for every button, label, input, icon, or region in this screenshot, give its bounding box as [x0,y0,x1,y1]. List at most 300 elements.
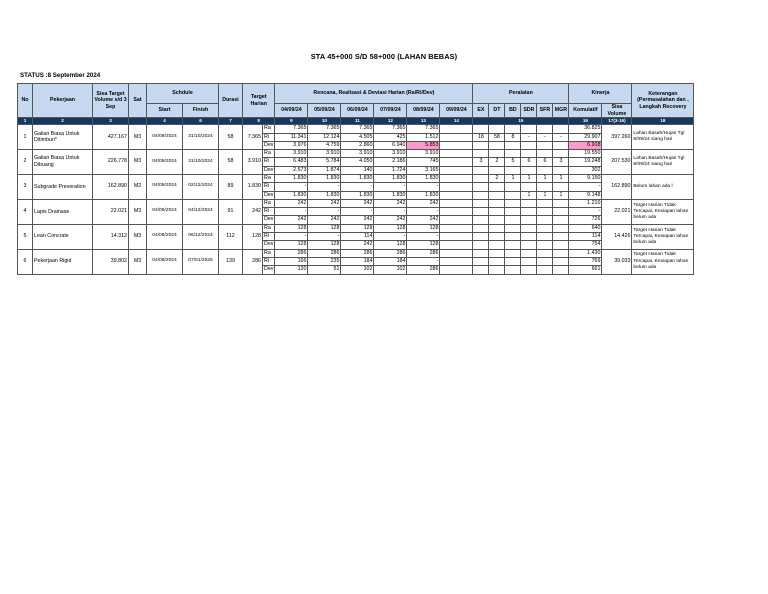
daily-value [440,216,473,224]
daily-value [440,266,473,274]
row-line-label: Ri [263,158,275,166]
equipment-count [505,208,521,216]
daily-value: - [275,183,308,191]
daily-value: 7.365 [341,125,374,133]
komulatif-value: 726 [569,216,602,224]
equipment-count [505,266,521,274]
header-sisa-target: Sisa Target Volume s/d 3 Sep [93,84,129,118]
col-number: 16 [569,118,602,125]
row-start: 04/09/2024 [147,224,183,249]
col-number: 3 [93,118,129,125]
row-durasi: 89 [219,175,243,200]
progress-table [17,83,694,275]
equipment-count [553,266,569,274]
equipment-count [489,191,505,199]
row-no: 2 [18,150,33,175]
daily-value: 1.830 [341,191,374,199]
table-row [18,150,694,158]
equipment-count [537,266,553,274]
equipment-count [473,208,489,216]
row-target-harian: 286 [243,249,263,274]
equipment-count [473,233,489,241]
equipment-count [505,224,521,232]
daily-value: 242 [275,199,308,207]
daily-value: 242 [341,199,374,207]
row-sisa-target: 22.021 [93,199,129,224]
daily-value: 7.365 [308,125,341,133]
row-sisa-target: 427.167 [93,125,129,150]
daily-value [440,224,473,232]
equipment-count [489,216,505,224]
equipment-count [553,257,569,265]
row-pekerjaan: Galian Biasa Untuk Dibuang [33,150,93,175]
header-date: 08/09/24 [407,104,440,118]
equipment-count [537,166,553,174]
daily-value: 1.830 [341,175,374,183]
header-durasi: Durasi [219,84,243,118]
equipment-count [521,166,537,174]
row-pekerjaan: Lapis Drainase [33,199,93,224]
daily-value: 286 [407,266,440,274]
equipment-count [521,233,537,241]
daily-value: 286 [407,249,440,257]
equipment-count: 5 [505,158,521,166]
equipment-count [537,208,553,216]
row-start: 04/09/2024 [147,199,183,224]
header-kinerja: Kinerja [569,84,632,104]
daily-value: 286 [275,249,308,257]
equipment-count [521,224,537,232]
daily-value: 242 [341,216,374,224]
daily-value: 128 [341,224,374,232]
row-line-label: Ra [263,199,275,207]
row-finish: 31/10/2024 [183,125,219,150]
row-start: 04/09/2024 [147,249,183,274]
equipment-count [537,233,553,241]
row-no: 1 [18,125,33,150]
header-rencana: Rencana, Realisasi & Deviasi Harian (Ra/Ri/Dev) [275,84,473,104]
col-number: 2 [33,118,93,125]
equipment-count [553,141,569,149]
equipment-count [489,257,505,265]
row-keterangan: Lahan Basah/Hujan Tgl 8/09/24 siang hari [632,150,694,175]
row-line-label: Ri [263,257,275,265]
daily-value [440,199,473,207]
equipment-count: 1 [537,175,553,183]
row-finish: 31/10/2024 [183,150,219,175]
komulatif-value: 36.825 [569,125,602,133]
daily-value: 425 [374,133,407,141]
row-line-label: Dev [264,241,274,248]
daily-value: - [407,233,440,241]
header-equipment: SDR [521,104,537,118]
daily-value: 1.874 [308,166,341,174]
daily-value: 51 [308,266,341,274]
row-line-label: Ra [263,125,275,133]
row-sat: M3 [129,199,147,224]
equipment-count [537,125,553,133]
daily-value: 3.910 [308,150,341,158]
row-sat: M2 [129,175,147,200]
header-no: No [18,84,33,118]
equipment-count [553,166,569,174]
equipment-count [489,208,505,216]
row-keterangan: Belum lahan ada l [632,175,694,200]
daily-value [440,249,473,257]
equipment-count: 3 [553,158,569,166]
row-line-label: Dev [264,266,274,273]
equipment-count [489,141,505,149]
daily-value: 286 [341,249,374,257]
row-line-label: Ra [263,224,275,232]
daily-value: - [374,208,407,216]
col-number: 8 [243,118,275,125]
equipment-count [537,249,553,257]
table-body [18,125,694,274]
komulatif-value: 114 [569,233,602,241]
col-number: 11 [341,118,374,125]
equipment-count [489,166,505,174]
equipment-count: 1 [521,175,537,183]
equipment-count [473,266,489,274]
equipment-count [489,125,505,133]
equipment-count [489,241,505,249]
daily-value: 286 [308,249,341,257]
daily-value: 1.830 [308,191,341,199]
equipment-count [489,233,505,241]
daily-value: - [374,183,407,191]
daily-value: 128 [308,241,341,249]
header-target-harian: Target Harian [243,84,275,118]
komulatif-value: 769 [569,257,602,265]
daily-value: 128 [308,224,341,232]
row-finish: 06/12/2024 [183,224,219,249]
daily-value: 1.830 [275,191,308,199]
header-equipment: DT [489,104,505,118]
daily-value [440,183,473,191]
equipment-count [505,216,521,224]
equipment-count [505,191,521,199]
equipment-count [505,183,521,191]
equipment-count: 1 [553,175,569,183]
equipment-count: 2 [489,158,505,166]
equipment-count [473,150,489,158]
daily-value: 128 [407,224,440,232]
header-date: 06/09/24 [341,104,374,118]
header-equipment: EX [473,104,489,118]
equipment-count [537,241,553,249]
row-keterangan: Target Harian Tidak Tercapai, Kesiapan lahan belum ada [632,249,694,274]
row-no: 5 [18,224,33,249]
col-number: 17(3-16) [602,118,632,125]
daily-value: 5.784 [308,158,341,166]
daily-value: 1.830 [407,191,440,199]
daily-value [440,241,473,249]
equipment-count [521,266,537,274]
row-line-label: Ra [263,150,275,158]
equipment-count: 1 [553,191,569,199]
row-start: 04/09/2024 [147,125,183,150]
row-pekerjaan: Galian Biasa Untuk Ditimbun* [33,125,93,150]
daily-value: 242 [308,216,341,224]
equipment-count [553,233,569,241]
equipment-count: 1 [537,191,553,199]
equipment-count [537,216,553,224]
col-number: 18 [632,118,694,125]
header-start: Start [147,104,183,118]
equipment-count [521,125,537,133]
daily-value: 7.365 [374,125,407,133]
equipment-count: - [553,133,569,141]
equipment-count [473,191,489,199]
daily-value: 128 [275,241,308,249]
daily-value: 286 [374,249,407,257]
daily-value: 11.341 [275,133,308,141]
equipment-count [489,266,505,274]
equipment-count [505,233,521,241]
daily-value: - [275,233,308,241]
equipment-count [537,150,553,158]
daily-value: 2.573 [275,166,308,174]
equipment-count [521,257,537,265]
daily-value: - [374,233,407,241]
row-durasi: 58 [219,150,243,175]
daily-value: 102 [374,266,407,274]
row-line-label: Ri [263,208,275,216]
equipment-count [489,249,505,257]
row-start: 04/09/2024 [147,175,183,200]
equipment-count [521,199,537,207]
row-sisa-target: 226.778 [93,150,129,175]
daily-value: 1.830 [308,175,341,183]
daily-value: - [275,208,308,216]
daily-value [440,150,473,158]
header-equipment: SFR [537,104,553,118]
row-pekerjaan: Lean Concrate [33,224,93,249]
row-sisa-target: 14.312 [93,224,129,249]
equipment-count [473,175,489,183]
col-number: 15 [473,118,569,125]
komulatif-value: 754 [569,241,602,249]
equipment-count [489,224,505,232]
equipment-count [553,241,569,249]
header-equipment: MGR [553,104,569,118]
daily-value: 114 [341,233,374,241]
daily-value: 3.910 [275,150,308,158]
equipment-count [473,199,489,207]
equipment-count [505,125,521,133]
table-row [18,175,694,183]
equipment-count [553,216,569,224]
header-finish: Finish [183,104,219,118]
row-target-harian: 1.830 [243,175,263,200]
equipment-count: 6 [537,158,553,166]
daily-value: 1.724 [374,166,407,174]
table-row [18,249,694,257]
daily-value: 7.365 [407,125,440,133]
header-date: 05/09/24 [308,104,341,118]
equipment-count [489,150,505,158]
equipment-count: - [521,133,537,141]
daily-value: 1.830 [374,175,407,183]
equipment-count: 18 [473,133,489,141]
komulatif-value: 640 [569,224,602,232]
row-start: 04/09/2024 [147,150,183,175]
equipment-count: 8 [505,133,521,141]
table-row [18,125,694,133]
header-date: 09/09/24 [440,104,473,118]
daily-value [440,141,473,149]
row-line-label: Ra [263,249,275,257]
daily-value: 140 [341,166,374,174]
row-target-harian: 128 [243,224,263,249]
row-keterangan: Target Harian Tidak Tercapai, Kesiapan lahan belum ada [632,224,694,249]
equipment-count [473,141,489,149]
daily-value [440,175,473,183]
equipment-count: - [537,133,553,141]
equipment-count [521,183,537,191]
equipment-count [505,150,521,158]
equipment-count [505,249,521,257]
daily-value: 242 [341,241,374,249]
col-number: 13 [407,118,440,125]
header-equipment: BD [505,104,521,118]
daily-value: 2.860 [341,141,374,149]
row-no: 4 [18,199,33,224]
komulatif-value: 1.210 [569,199,602,207]
equipment-count [505,166,521,174]
daily-value: 6.940 [374,141,407,149]
row-line-label: Ri [263,233,275,241]
daily-value: 128 [374,241,407,249]
row-sat: M3 [129,224,147,249]
daily-value [440,233,473,241]
equipment-count: 3 [473,158,489,166]
status-date: STATUS :8 September 2024 [20,72,101,79]
equipment-count [537,224,553,232]
komulatif-value: - [569,208,602,216]
daily-value: 242 [374,216,407,224]
equipment-count [505,257,521,265]
row-line-label: Ri [263,133,275,141]
daily-value [440,257,473,265]
col-number: 6 [183,118,219,125]
row-sisa-volume: 207.530 [602,150,632,175]
equipment-count [537,183,553,191]
komulatif-value: 661 [569,266,602,274]
row-sisa-volume: 397.260 [602,125,632,150]
header-sat: Sat [129,84,147,118]
daily-value: - [341,183,374,191]
equipment-count [521,241,537,249]
komulatif-value: 19.248 [569,158,602,166]
daily-value: - [308,233,341,241]
equipment-count [473,216,489,224]
daily-value: 2.186 [374,158,407,166]
row-pekerjaan: Subgrade Preveration [33,175,93,200]
header-peralatan: Peralatan [473,84,569,104]
row-sisa-volume: 14.426 [602,224,632,249]
equipment-count [473,183,489,191]
header-pekerjaan: Pekerjaan [33,84,93,118]
daily-value: 102 [341,266,374,274]
row-line-label: Dev [264,166,274,173]
daily-value: 12.124 [308,133,341,141]
equipment-count [553,125,569,133]
row-sat: M3 [129,125,147,150]
komulatif-value: 29.907 [569,133,602,141]
daily-value: 3.910 [341,150,374,158]
row-sat: M3 [129,249,147,274]
equipment-count: 6 [521,158,537,166]
row-durasi: 58 [219,125,243,150]
daily-value: - [341,208,374,216]
komulatif-value: 9.148 [569,191,602,199]
row-pekerjaan: Pekerjaan Rigid [33,249,93,274]
header-schedule: Schdule [147,84,219,104]
row-finish: 02/12/2024 [183,175,219,200]
daily-value: 166 [275,257,308,265]
daily-value: - [308,208,341,216]
equipment-count [553,208,569,216]
row-no: 3 [18,175,33,200]
col-number: 12 [374,118,407,125]
col-number: 1 [18,118,33,125]
header-date: 04/09/24 [275,104,308,118]
row-target-harian: 7.365 [243,125,263,150]
daily-value: 128 [407,241,440,249]
daily-value: 1.830 [407,175,440,183]
col-number: 9 [275,118,308,125]
equipment-count [537,141,553,149]
equipment-count [505,199,521,207]
equipment-count [505,241,521,249]
row-sisa-target: 39.802 [93,249,129,274]
equipment-count [521,216,537,224]
row-finish: 07/01/2025 [183,249,219,274]
row-durasi: 139 [219,249,243,274]
row-keterangan: Target Harian Tidak Tercapai, Kesiapan lahan belum ada [632,199,694,224]
equipment-count [473,166,489,174]
row-sat: M3 [129,150,147,175]
daily-value: 184 [374,257,407,265]
equipment-count [521,141,537,149]
komulatif-value: 302 [569,166,602,174]
col-number: 7 [219,118,243,125]
row-durasi: 91 [219,199,243,224]
equipment-count: 58 [489,133,505,141]
row-sisa-target: 162.890 [93,175,129,200]
daily-value: 128 [374,224,407,232]
daily-value: 4.759 [308,141,341,149]
report-title: STA 45+000 S/D 58+000 (LAHAN BEBAS) [310,52,458,61]
row-line-label: Ri [263,183,275,191]
row-sisa-volume: 39.033 [602,249,632,274]
daily-value: - [407,183,440,191]
daily-value: 3.165 [407,166,440,174]
daily-value: 1.512 [407,133,440,141]
row-target-harian: 242 [243,199,263,224]
equipment-count: 1 [505,175,521,183]
daily-value: 3.910 [374,150,407,158]
table-row [18,199,694,207]
col-number [129,118,147,125]
daily-value: 242 [407,216,440,224]
row-no: 6 [18,249,33,274]
komulatif-value: 19.550 [569,150,602,158]
col-number: 4 [147,118,183,125]
equipment-count [537,199,553,207]
